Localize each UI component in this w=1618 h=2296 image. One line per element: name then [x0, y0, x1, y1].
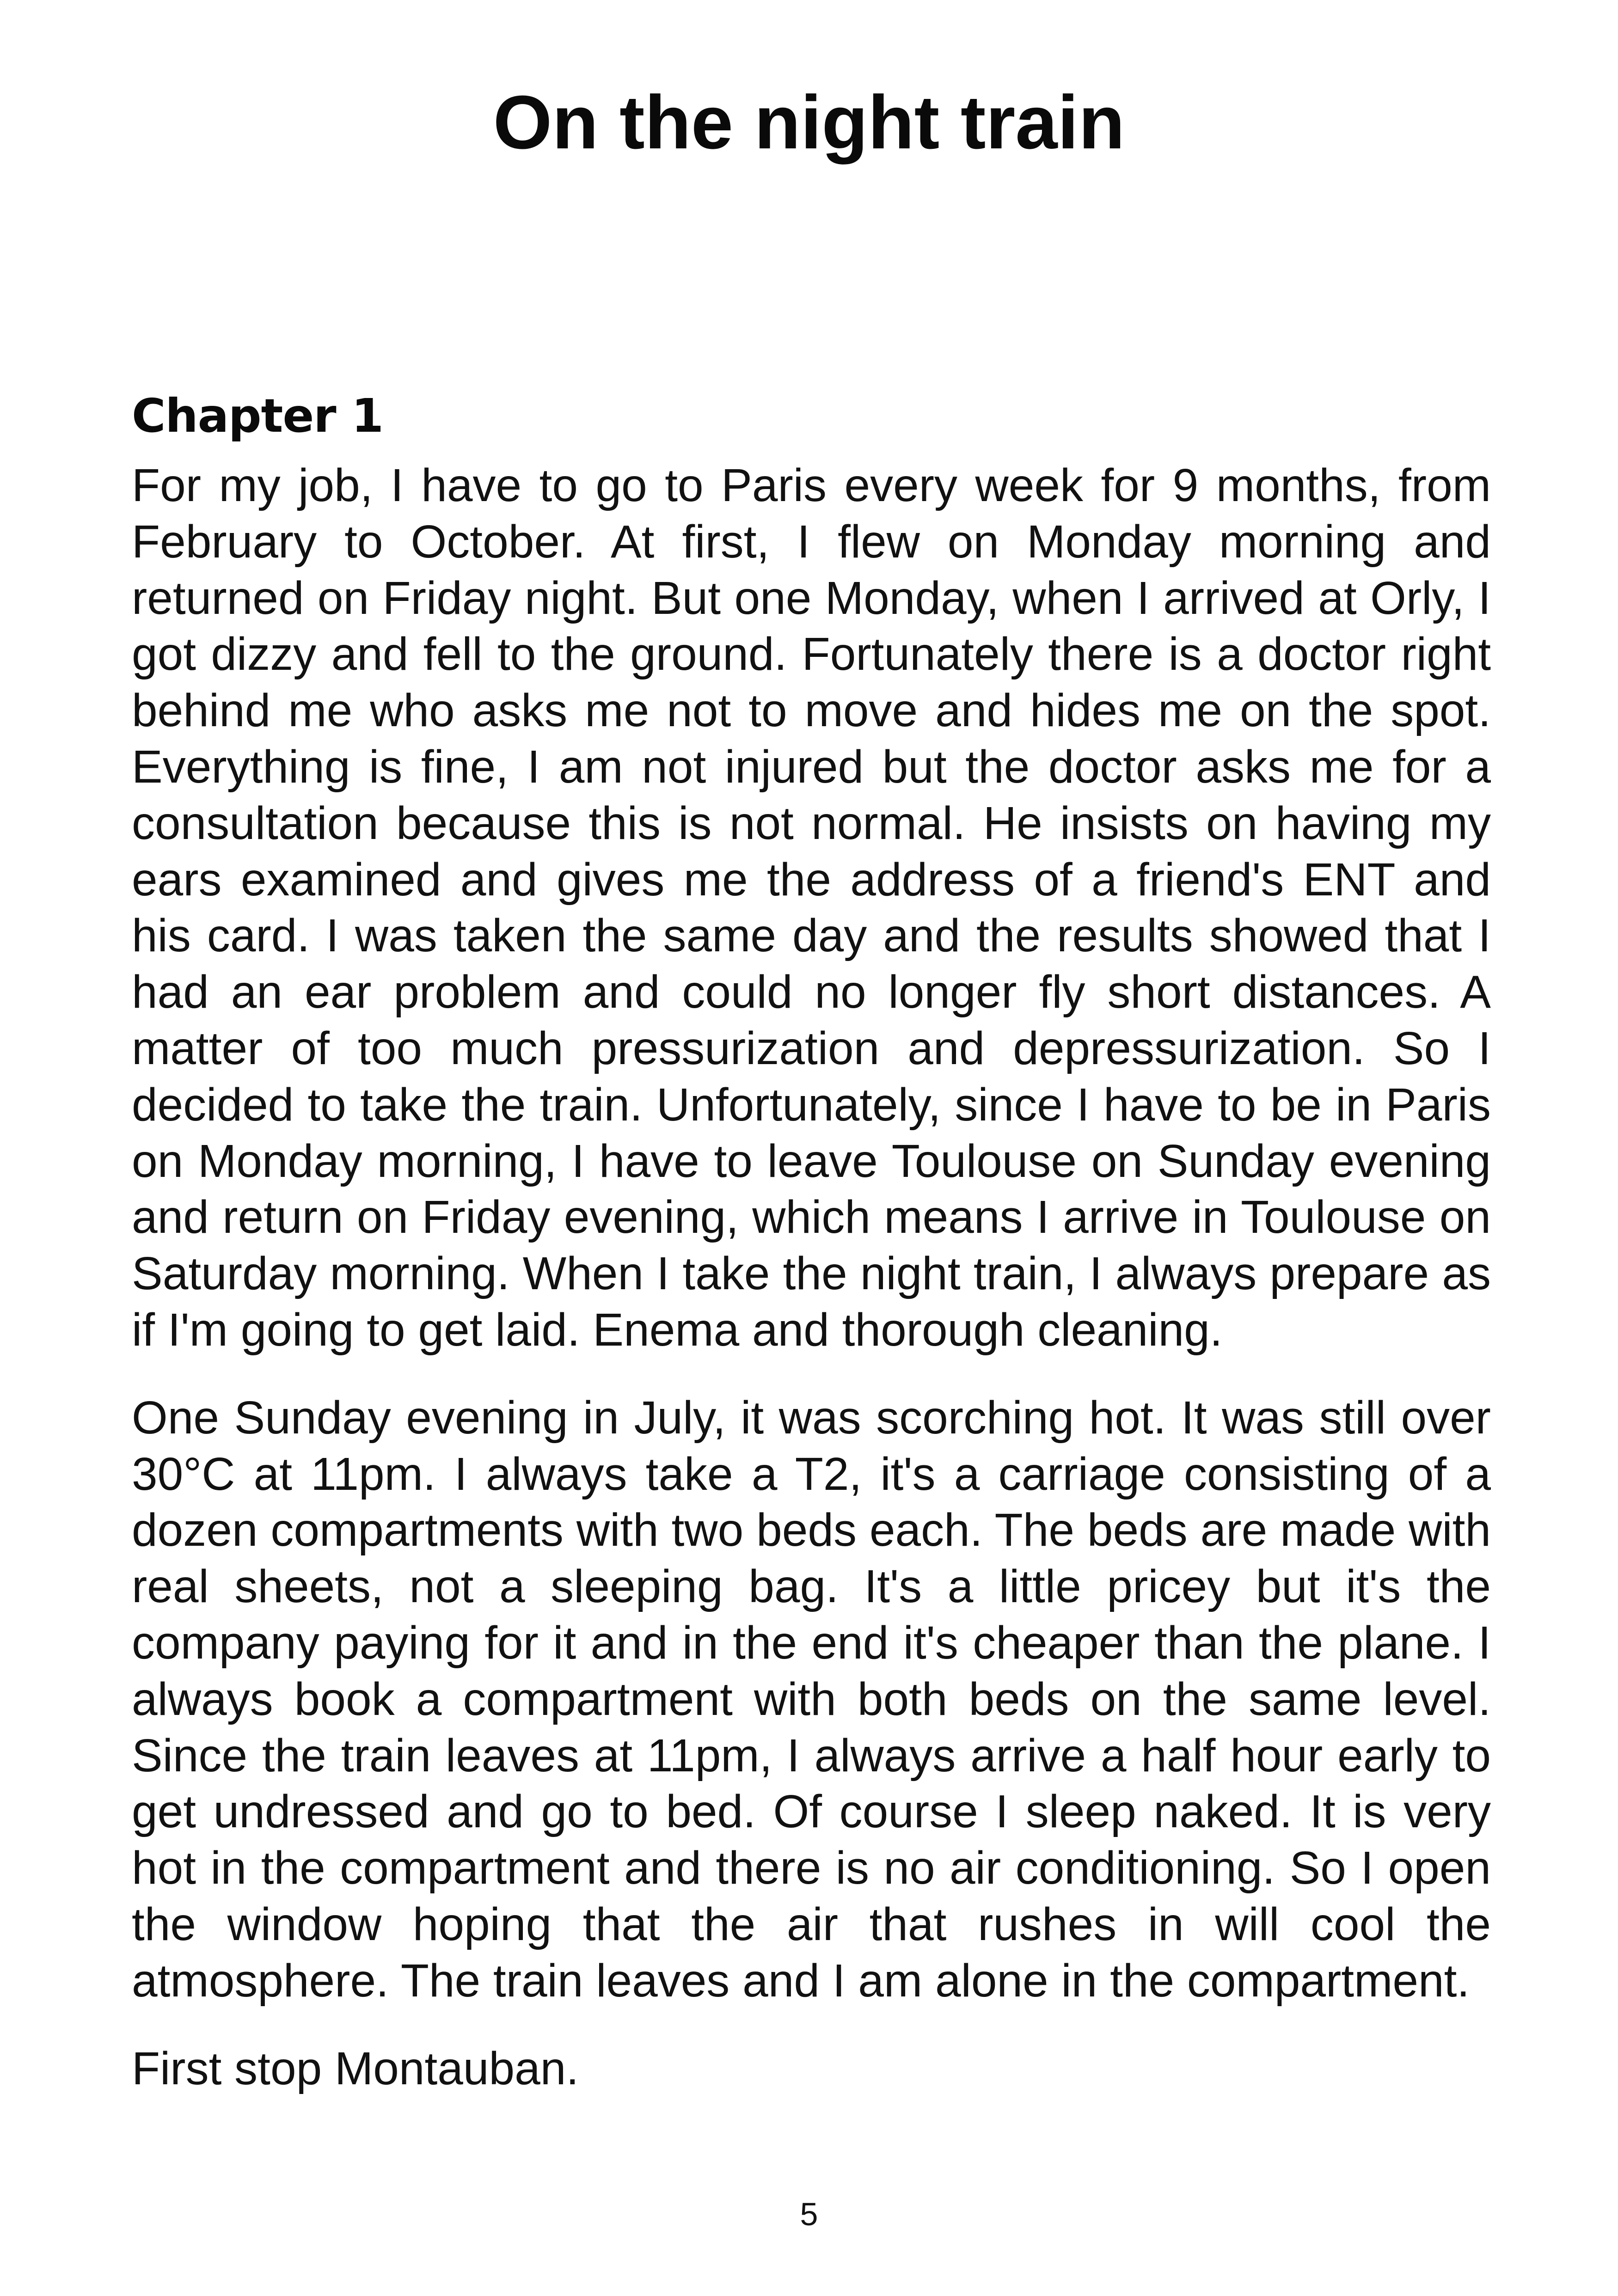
page-number: 5	[800, 2196, 818, 2232]
paragraph-1: For my job, I have to go to Paris every week for 9 months, from February to October. At first, I flew on Monday morning and returned on Friday night. But one Monday, when I arrived at Orly, I got dizzy and fell to the ground. Fortunately there is a doctor right behind me who asks me not to move and hides me on the spot. Everything is fine, I am not injured but the doctor asks me for a consultation because this is not normal. He insists on having my ears examined and gives me the address of a friend's ENT and his card. I was taken the same day and the results showed that I had an ear problem and could no longer fly short distances. A matter of too much pressurization and depressurization. So I decided to take the train. Unfortunately, since I have to be in Paris on Monday morning, I have to leave Toulouse on Sunday evening and return on Friday evening, which means I arrive in Toulouse on Saturday morning. When I take the night train, I always prepare as if I'm going to get laid. Enema and thorough cleaning.	[132, 459, 1491, 1356]
paragraph-3: First stop Montauban.	[132, 2042, 579, 2094]
book-title: On the night train	[493, 80, 1125, 165]
chapter-heading: Chapter 1	[132, 389, 383, 443]
paragraph-2: One Sunday evening in July, it was scorching hot. It was still over 30°C at 11pm. I always take a T2, it's a carriage consisting of a dozen compartments with two beds each. The beds are made with real sheets, not a sleeping bag. It's a little pricey but it's the company paying for it and in the end it's cheaper than the plane. I always book a compartment with both beds on the same level. Since the train leaves at 11pm, I always arrive a half hour early to get undressed and go to bed. Of course I sleep naked. It is very hot in the compartment and there is no air conditioning. So I open the window hoping that the air that rushes in will cool the atmosphere. The train leaves and I am alone in the compartment.	[132, 1391, 1491, 2007]
chapter-body	[132, 458, 1491, 2128]
